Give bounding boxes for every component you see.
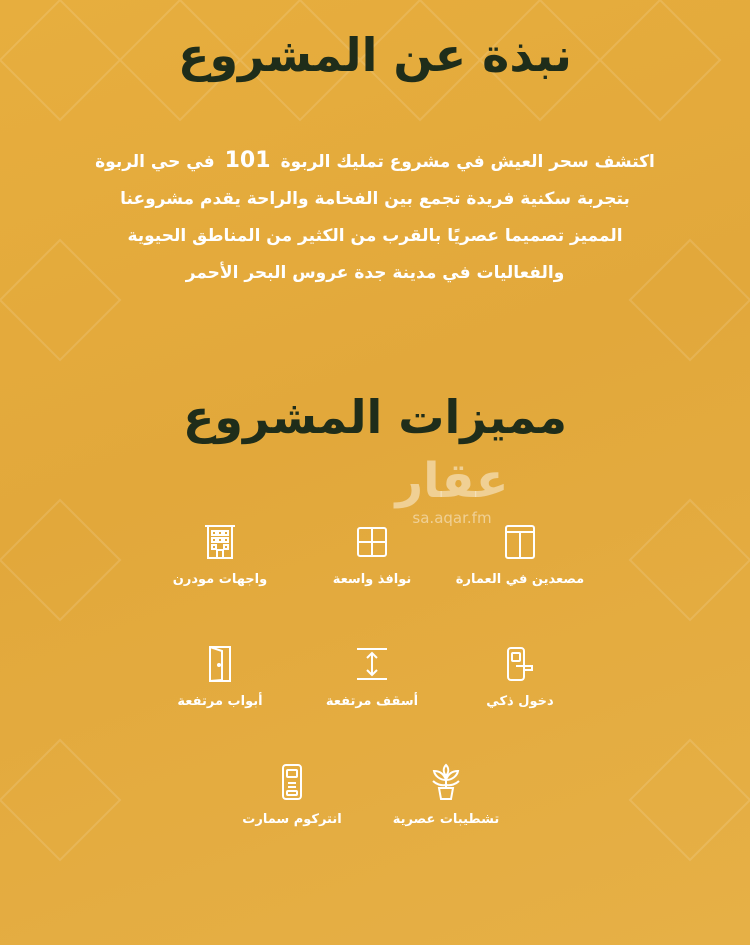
watermark-brand: عقار (395, 453, 509, 509)
intercom-icon (272, 762, 312, 802)
about-line-4: والفعاليات في مدينة جدة عروس البحر الأحمر (185, 263, 565, 283)
elevator-icon (500, 522, 540, 562)
window-icon (352, 522, 392, 562)
feature-high-doors (140, 644, 300, 709)
about-line-2: بتجربة سكنية فريدة تجمع بين الفخامة والراحة يقدم مشروعنا (120, 189, 630, 209)
aqar-watermark (392, 455, 512, 527)
feature-facades (140, 522, 300, 587)
door-icon (200, 644, 240, 684)
feature-label: نوافذ واسعة (332, 572, 412, 587)
feature-smart-intercom (212, 762, 372, 827)
feature-elevators (440, 522, 600, 587)
about-title: نبذة عن المشروع (178, 28, 572, 82)
feature-label: أسقف مرتفعة (325, 694, 419, 709)
feature-label: أبواب مرتفعة (177, 694, 263, 709)
about-line-1: اكتشف سحر العيش في مشروع تمليك الربوة101في حي الربوة (95, 148, 655, 173)
smart-lock-icon (500, 644, 540, 684)
features-title: مميزات المشروع (182, 390, 568, 444)
feature-label: تشطيبات عصرية (392, 812, 500, 827)
feature-label: دخول ذكي (486, 694, 554, 709)
feature-label: مصعدين في العمارة (455, 572, 585, 587)
feature-windows (292, 522, 452, 587)
watermark-url: sa.aqar.fm (412, 509, 492, 527)
about-paragraph (70, 142, 680, 292)
feature-smart-entry (440, 644, 600, 709)
ceiling-height-icon (352, 644, 392, 684)
feature-high-ceilings (292, 644, 452, 709)
about-line-3: المميز تصميما عصريًا بالقرب من الكثير من المناطق الحيوية (127, 226, 623, 246)
feature-label: انتركوم سمارت (242, 812, 342, 827)
feature-modern-finishes (366, 762, 526, 827)
plant-icon (426, 762, 466, 802)
feature-label: واجهات مودرن (172, 572, 268, 587)
building-facade-icon (200, 522, 240, 562)
project-number: 101 (224, 148, 271, 173)
